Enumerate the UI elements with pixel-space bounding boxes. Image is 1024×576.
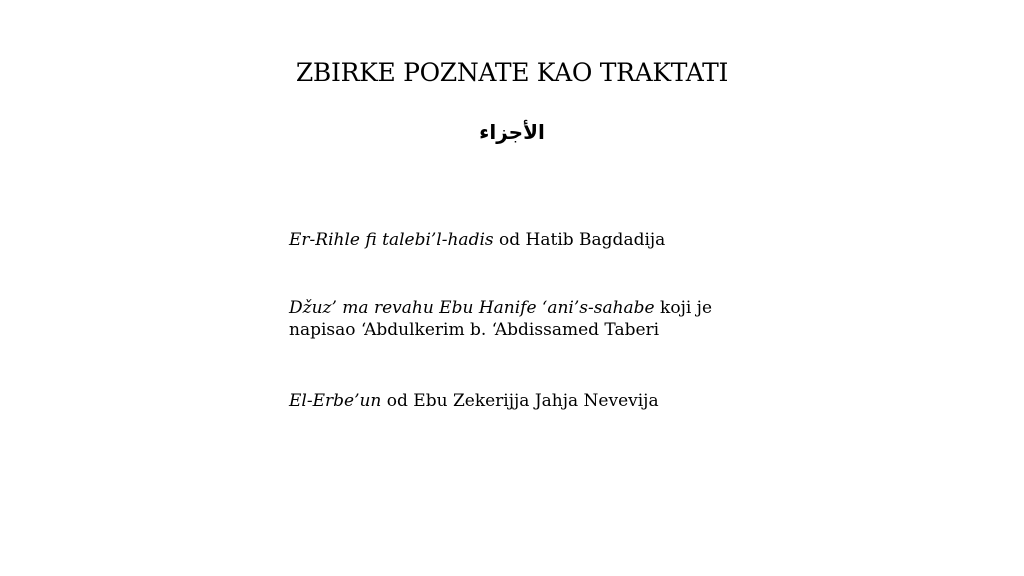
- entry-title: Džuz’ ma revahu Ebu Hanife ‘ani’s-sahabe: [289, 298, 655, 318]
- entry-description: koji je napisao ‘Abdulkerim b. ‘Abdissamed Taberi: [289, 298, 713, 340]
- entry-description: od Ebu Zekerijja Jahja Nevevija: [381, 391, 659, 411]
- slide-subtitle-arabic: الأجزاء: [479, 120, 545, 144]
- entry-title: Er-Rihle fi talebi’l-hadis: [289, 230, 494, 250]
- entry-item: [289, 390, 759, 412]
- slide-title: ZBIRKE POZNATE KAO TRAKTATI: [295, 58, 729, 87]
- entry-title: El-Erbe’un: [289, 391, 382, 411]
- entry-item: [289, 229, 759, 251]
- entry-description: od Hatib Bagdadija: [493, 230, 666, 250]
- entry-item: [289, 297, 759, 341]
